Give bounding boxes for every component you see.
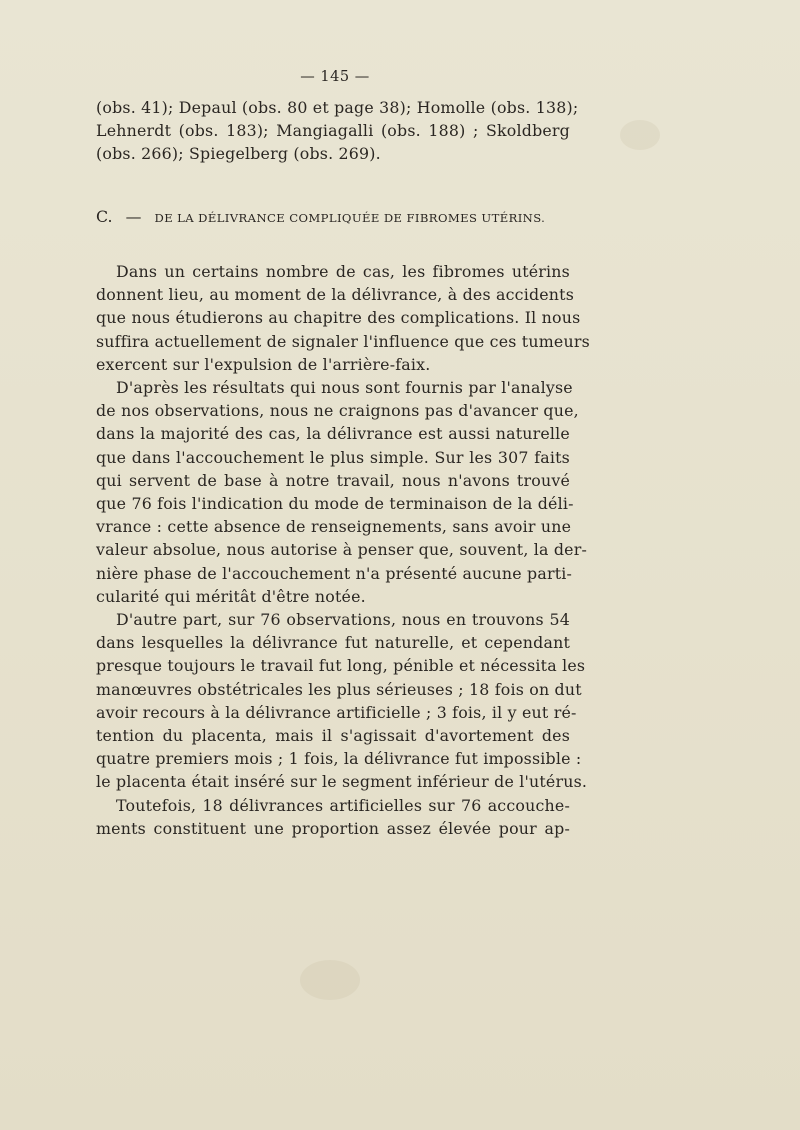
text-line: presque toujours le travail fut long, pénible et nécessita les [96,656,586,676]
paper-stain [300,960,360,1000]
text-line: qui servent de base à notre travail, nous n'avons trouvé [96,470,570,490]
paragraph-4 [96,794,570,840]
paper-stain [620,120,660,150]
section-dash: — [125,207,142,226]
text-line: avoir recours à la délivrance artificielle ; 3 fois, il y eut ré- [96,702,577,722]
top-paragraph [96,96,579,166]
section-heading [96,207,570,226]
section-letter: C. [96,207,113,226]
paragraph-2 [96,376,588,608]
text-line: manœuvres obstétricales les plus sérieuses ; 18 fois on dut [96,679,582,699]
text-line: exercent sur l'expulsion de l'arrière-faix. [96,354,431,374]
paragraph-3 [96,608,588,794]
text-line: vrance : cette absence de renseignements, sans avoir une [96,517,572,537]
text-line: quatre premiers mois ; 1 fois, la délivrance fut impossible : [96,749,582,769]
text-line: suffira actuellement de signaler l'influence que ces tumeurs [96,331,590,351]
text-line: tention du placenta, mais il s'agissait d'avortement des [96,725,570,745]
text-line: que nous étudierons au chapitre des complications. Il nous [96,308,581,328]
text-line: dans lesquelles la délivrance fut naturelle, et cependant [96,633,570,653]
text-line: que 76 fois l'indication du mode de terminaison de la déli- [96,493,574,513]
page-number: — 145 — [300,69,370,85]
text-line: D'après les résultats qui nous sont fournis par l'analyse [116,378,573,397]
text-line: ments constituent une proportion assez élevée pour ap- [96,819,570,839]
text-line: donnent lieu, au moment de la délivrance, à des accidents [96,285,575,305]
text-line: Lehnerdt (obs. 183); Mangiagalli (obs. 188) ; Skoldberg [96,121,570,141]
text-line: Toutefois, 18 délivrances artificielles sur 76 accouche- [116,796,570,815]
text-line: que dans l'accouchement le plus simple. Sur les 307 faits [96,447,570,467]
text-line: nière phase de l'accouchement n'a présenté aucune parti- [96,563,573,583]
text-line: (obs. 266); Spiegelberg (obs. 269). [96,144,381,164]
text-line: valeur absolue, nous autorise à penser que, souvent, la der- [96,540,588,560]
text-line: dans la majorité des cas, la délivrance est aussi naturelle [96,424,570,444]
text-line: Dans un certains nombre de cas, les fibromes utérins [116,262,570,281]
text-line: de nos observations, nous ne craignons pas d'avancer que, [96,401,579,421]
text-line: cularité qui méritât d'être notée. [96,586,366,606]
text-line: le placenta était inséré sur le segment inférieur de l'utérus. [96,772,588,792]
text-line: D'autre part, sur 76 observations, nous en trouvons 54 [116,610,570,629]
text-line: (obs. 41); Depaul (obs. 80 et page 38); Homolle (obs. 138); [96,98,579,117]
section-title: DE LA DÉLIVRANCE COMPLIQUÉE DE FIBROMES UTÉRINS. [154,211,546,225]
paragraph-1 [96,260,590,376]
